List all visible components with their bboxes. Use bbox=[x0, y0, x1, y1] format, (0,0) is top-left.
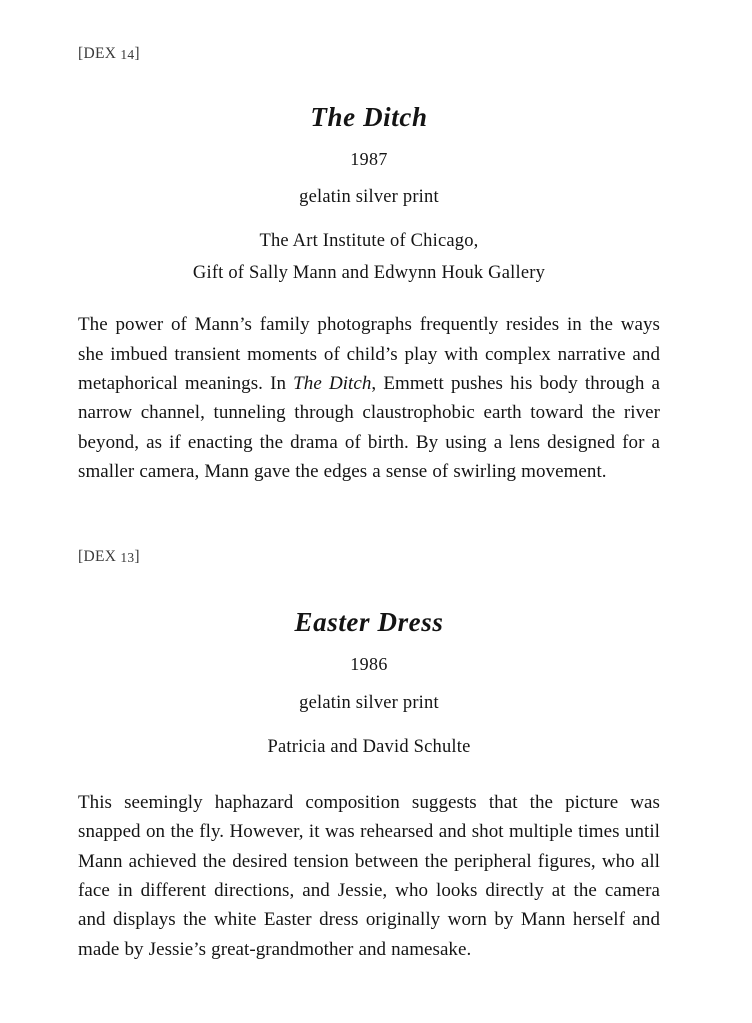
work-header-easter-dress bbox=[78, 608, 660, 764]
description-italic-title: The Ditch bbox=[293, 373, 372, 394]
work-year: 1987 bbox=[350, 148, 388, 169]
page-content bbox=[78, 0, 660, 964]
work-description bbox=[78, 788, 660, 964]
catalog-number-suffix: ] bbox=[134, 548, 140, 566]
work-year: 1986 bbox=[350, 654, 388, 675]
catalog-number-prefix: [DEX bbox=[78, 45, 117, 62]
credit-line-row: Gift of Sally Mann and Edwynn Houk Gallery bbox=[192, 262, 546, 283]
work-title: Easter Dress bbox=[294, 607, 444, 638]
catalog-number-prefix: [DEX bbox=[78, 548, 117, 566]
description-text-part: , Emmett pushes his body through a narrow channel, tunneling through claustrophobic earth toward the river beyond, as if enacting the drama of birth. By using a lens designed for a smaller camera, Mann gave the edges a sense of swirling movement. bbox=[78, 373, 661, 483]
description-text-part: This seemingly haphazard composition suggests that the picture was snapped on the fly. However, it was rehearsed and shot multiple times until Mann achieved the desired tension between the peripheral figures, who all face in different directions, and Jessie, who looks directly at the camera and displays the white Easter dress originally worn by Mann herself and made by Jessie’s great-grandmother and namesake. bbox=[78, 791, 660, 960]
work-description bbox=[78, 310, 660, 486]
credit-line-row: The Art Institute of Chicago, bbox=[259, 230, 479, 251]
catalog-number-suffix: ] bbox=[134, 45, 140, 62]
work-credit-line bbox=[78, 226, 660, 290]
work-credit-line bbox=[78, 732, 660, 764]
catalog-number-value: 13 bbox=[120, 549, 135, 565]
work-header-the-ditch bbox=[78, 103, 660, 289]
catalog-number-dex-13 bbox=[78, 548, 660, 566]
catalog-number-value: 14 bbox=[120, 46, 135, 62]
work-title: The Ditch bbox=[310, 102, 428, 132]
work-medium: gelatin silver print bbox=[299, 693, 439, 714]
work-medium: gelatin silver print bbox=[299, 186, 439, 207]
description-text-part: The power of Mann’s family photographs frequently resides in the ways she imbued transient moments of child’s play with complex narrative and metaphorical meanings. In bbox=[78, 314, 660, 394]
credit-line-row: Patricia and David Schulte bbox=[267, 737, 471, 758]
catalog-number-dex-14 bbox=[78, 45, 660, 63]
